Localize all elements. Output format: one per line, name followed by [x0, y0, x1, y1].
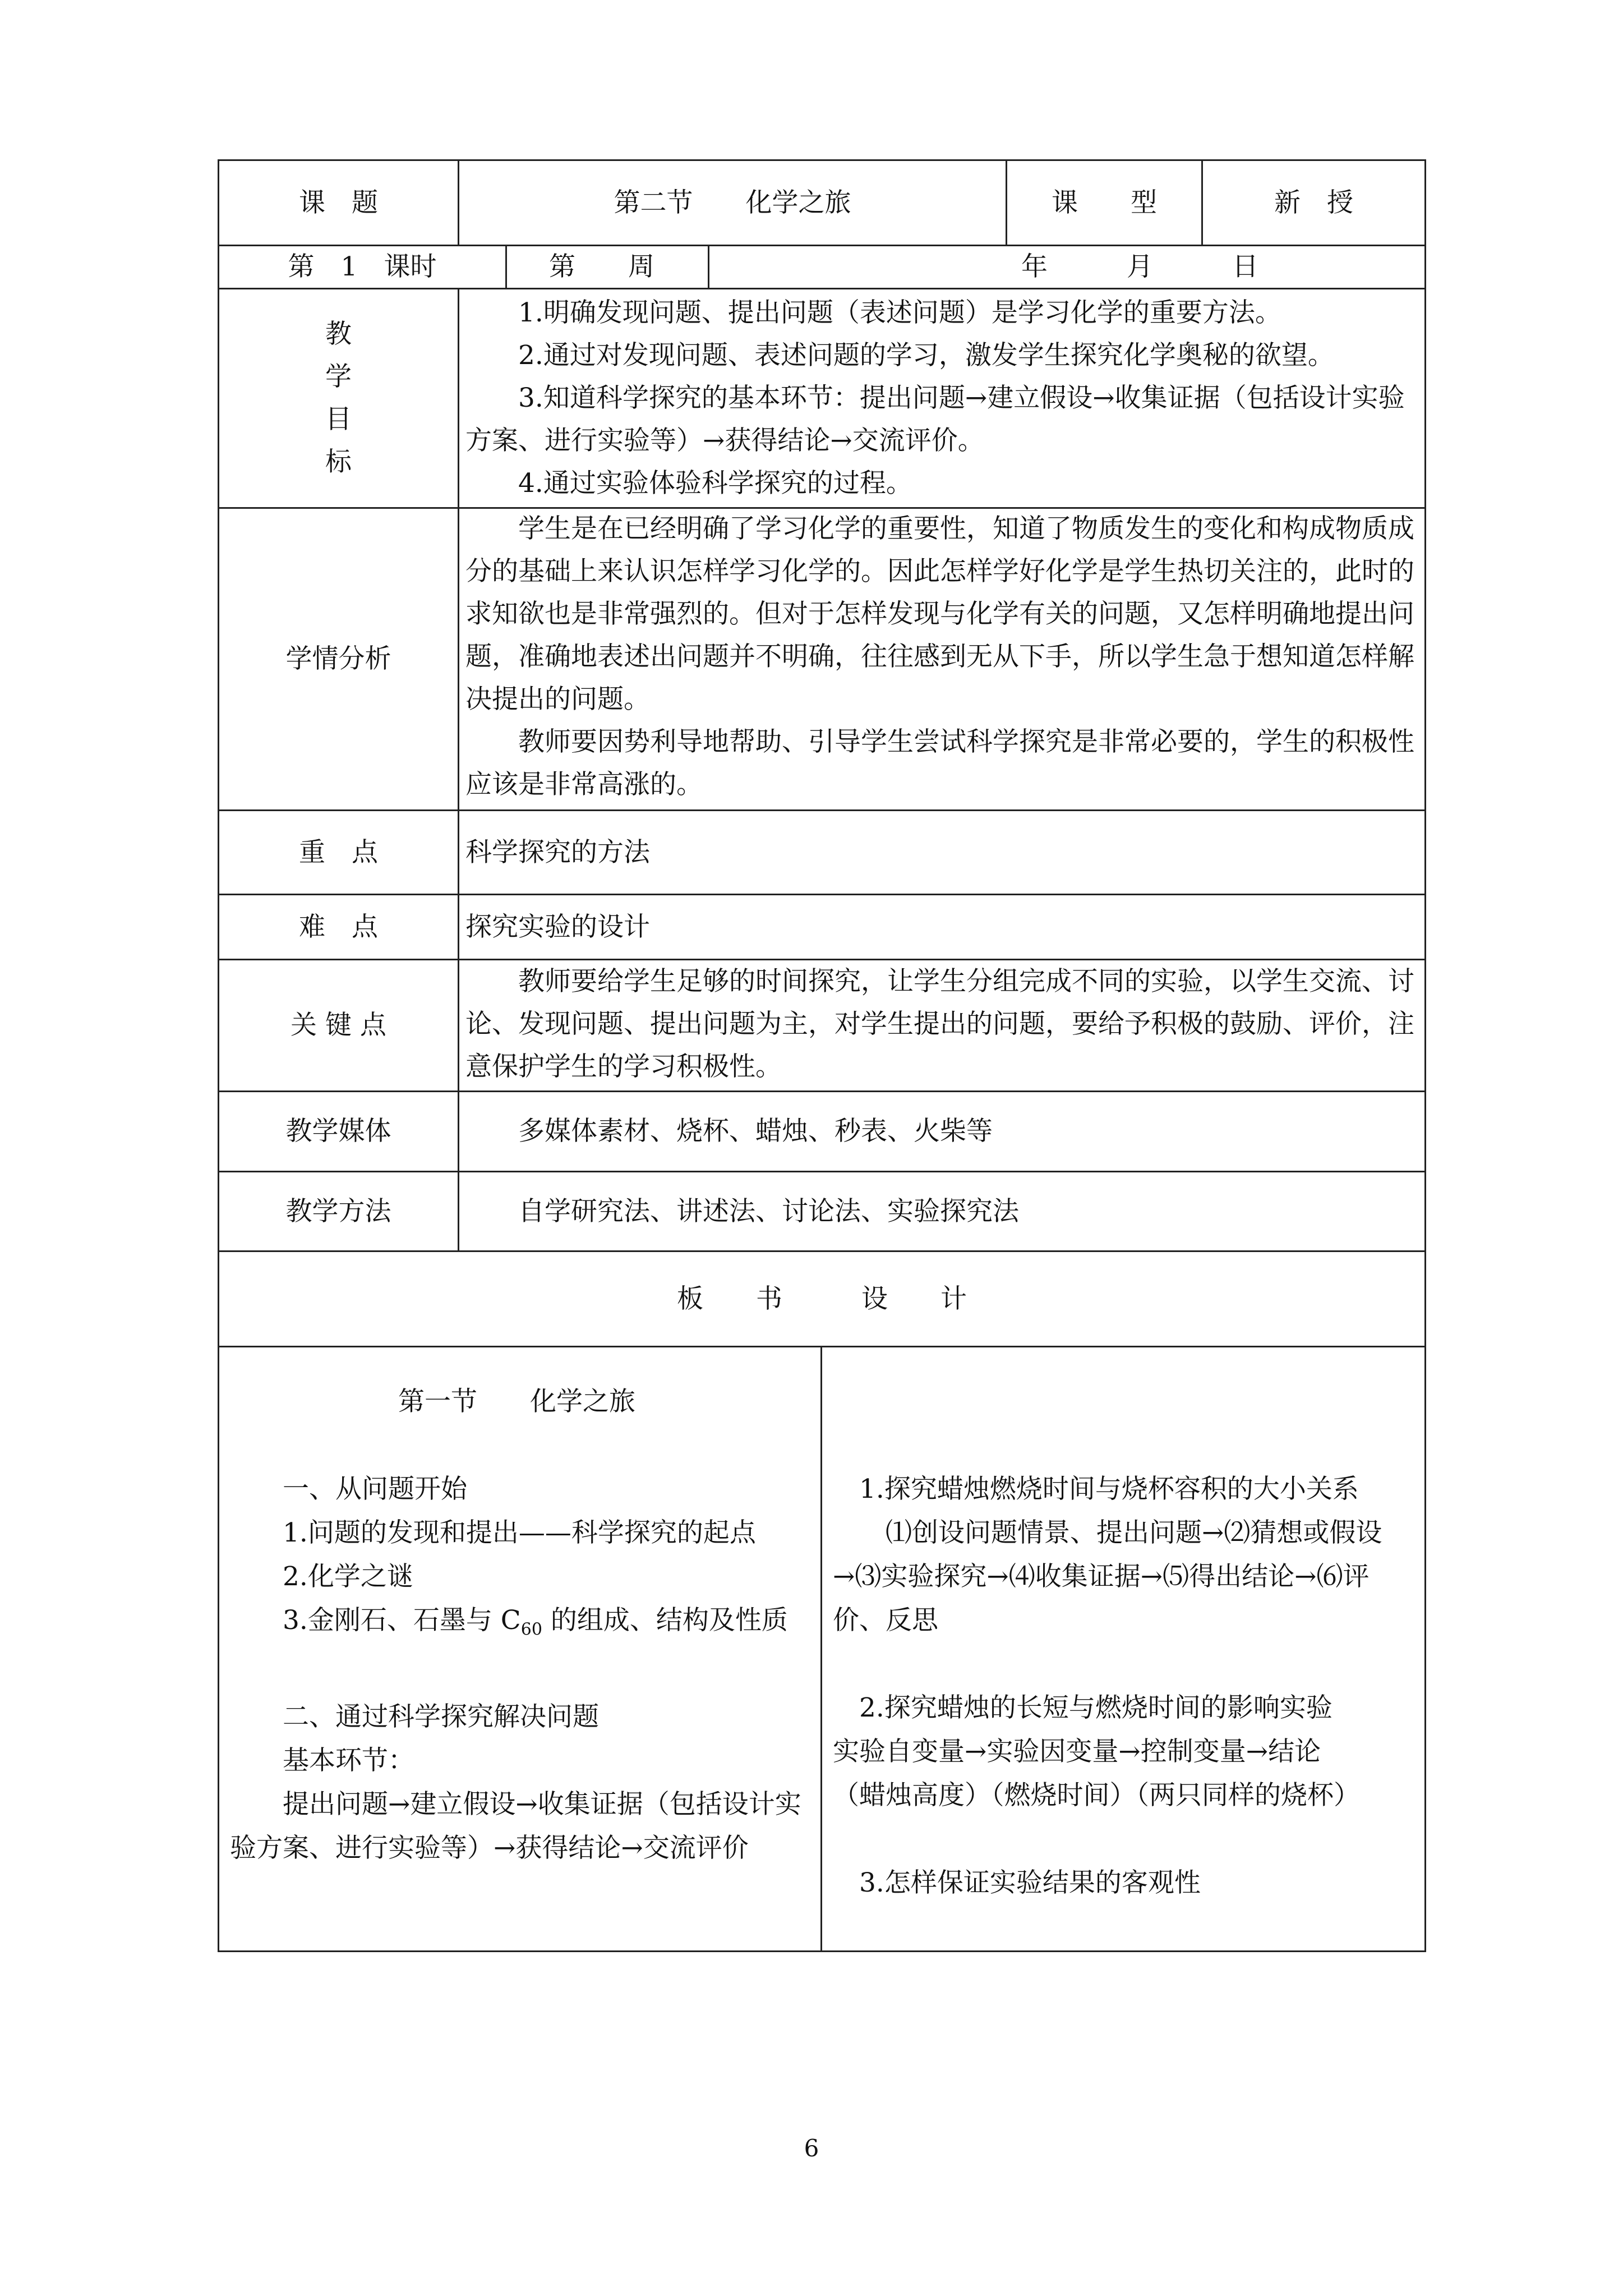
board-item: 3.怎样保证实验结果的客观性: [859, 1867, 1201, 1898]
difficulty-value: 探究实验的设计: [465, 911, 650, 942]
analysis-paragraph: 学生是在已经明确了学习化学的重要性，知道了物质发生的变化和构成物质成分的基础上来认识怎样学习化学的。因此怎样学好化学是学生热切关注的，此时的求知欲也是非常强烈的。但对于怎样发现与化学有关的问题，又怎样明确地提出问题，准确地表述出问题并不明确，往往感到无从下手，所以学生急于想知道怎样解决提出的问题。: [465, 513, 1414, 715]
board-item: 1.探究蜡烛燃烧时间与烧杯容积的大小关系: [859, 1474, 1359, 1504]
goal-item: 1.明确发现问题、提出问题（表述问题）是学习化学的重要方法。: [518, 297, 1281, 328]
board-item: 提出问题→建立假设→收集证据（包括设计实验方案、进行实验等）→获得结论→交流评价: [230, 1789, 801, 1864]
topic-value: 第二节 化学之旅: [614, 187, 851, 218]
board-title: 板 书 设 计: [677, 1283, 967, 1314]
board-heading: 第一节 化学之旅: [398, 1386, 635, 1417]
difficulty-label: 难 点: [299, 911, 378, 942]
board-right: [833, 1467, 1419, 1939]
goals-content: [465, 292, 1419, 505]
type-value: 新 授: [1274, 187, 1353, 218]
subscript: 60: [520, 1619, 542, 1640]
board-item: 实验自变量→实验因变量→控制变量→结论: [833, 1736, 1321, 1767]
board-item: ⑴创设问题情景、提出问题→⑵猜想或假设→⑶实验探究→⑷收集证据→⑸得出结论→⑹评价、反思: [833, 1517, 1382, 1636]
goal-item: 3.知道科学探究的基本环节：提出问题→建立假设→收集证据（包括设计实验方案、进行实验等）→获得结论→交流评价。: [465, 383, 1405, 456]
media-label: 教学媒体: [285, 1116, 391, 1147]
methods-value: 自学研究法、讲述法、讨论法、实验探究法: [518, 1195, 1019, 1227]
board-item: （蜡烛高度）（燃烧时间）（两只同样的烧杯）: [833, 1780, 1360, 1811]
goal-item: 2.通过对发现问题、表述问题的学习，激发学生探究化学奥秘的欲望。: [518, 340, 1334, 371]
topic-label: 课 题: [299, 187, 378, 218]
board-section: 二、通过科学探究解决问题: [283, 1701, 599, 1733]
goals-label: 教 学 目 标: [325, 319, 352, 477]
analysis-paragraph: 教师要因势利导地帮助、引导学生尝试科学探究是非常必要的，学生的积极性应该是非常高涨的。: [465, 726, 1414, 800]
key-point-value: 科学探究的方法: [465, 836, 650, 868]
board-left: [230, 1380, 813, 1941]
page-number: 6: [804, 2134, 819, 2162]
critical-label: 关 键 点: [291, 1010, 386, 1041]
critical-value: 教师要给学生足够的时间探究，让学生分组完成不同的实验，以学生交流、讨论、发现问题、提出问题为主，对学生提出的问题，要给予积极的鼓励、评价，注意保护学生的学习积极性。: [465, 966, 1414, 1082]
media-value: 多媒体素材、烧杯、蜡烛、秒表、火柴等: [518, 1116, 993, 1147]
lesson-date: 年 月 日: [1021, 251, 1258, 283]
type-label: 课 型: [1052, 187, 1157, 218]
board-item: 基本环节：: [283, 1745, 414, 1777]
lesson-period: 第 1 课时: [288, 251, 437, 283]
analysis-label: 学情分析: [285, 643, 391, 675]
board-item: 2.探究蜡烛的长短与燃烧时间的影响实验: [859, 1692, 1332, 1723]
board-item: 3.金刚石、石墨与 $C_{60}$ 的组成、结构及性质: [283, 1605, 788, 1640]
lesson-week: 第 周: [549, 251, 654, 283]
goal-item: 4.通过实验体验科学探究的过程。: [518, 468, 912, 499]
board-section: 一、从问题开始: [283, 1474, 467, 1504]
key-point-label: 重 点: [299, 836, 378, 868]
board-item: 1.问题的发现和提出——科学探究的起点: [283, 1517, 756, 1548]
board-item: 2.化学之谜: [283, 1561, 413, 1592]
analysis-content: [465, 508, 1419, 808]
methods-label: 教学方法: [285, 1195, 391, 1227]
